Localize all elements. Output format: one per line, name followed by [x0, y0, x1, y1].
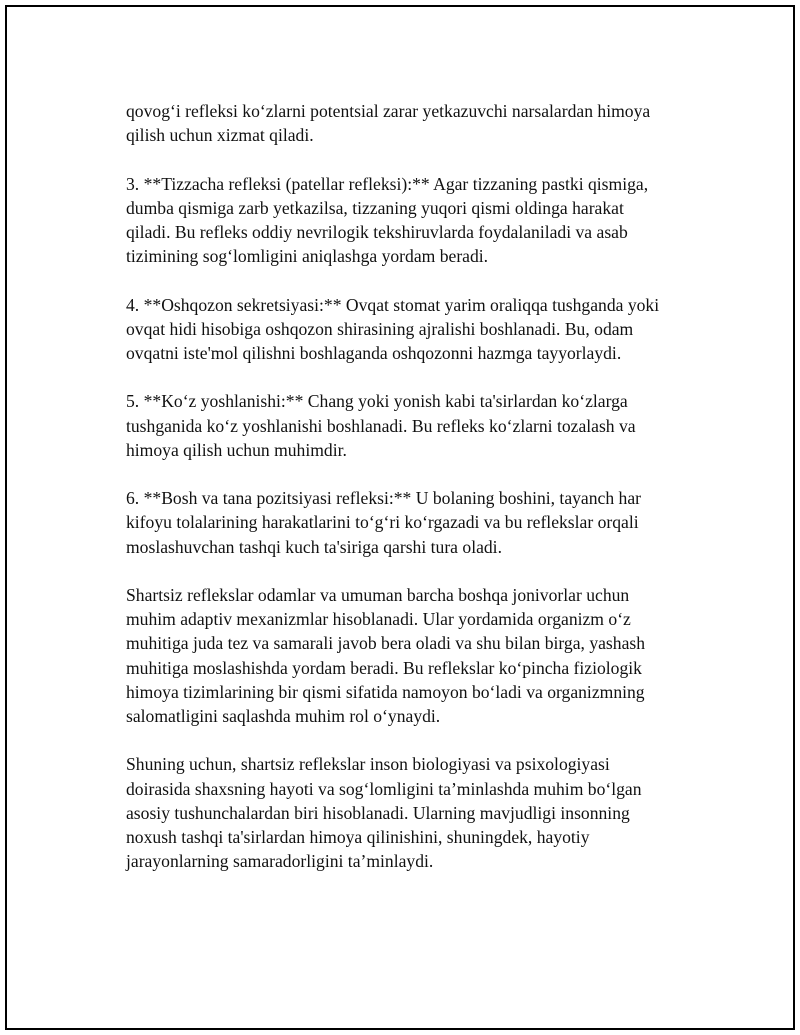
paragraph-conclusion: Shuning uchun, shartsiz reflekslar inson biologiyasi va psixologiyasi doirasida shaxsning hayoti va sog‘lomligini ta’minlashda muhim bo‘lgan asosiy tushunchalardan biri hisoblanadi. Ularning mavjudligi insonning noxush tashqi ta'sirlardan himoya qilinishini, shuningdek, hayotiy jarayonlarning samaradorligini ta’minlaydi.: [126, 754, 642, 872]
document-body: [126, 99, 726, 898]
page-frame: [5, 5, 795, 1030]
paragraph-patellar-reflex: 3. **Tizzacha refleksi (patellar refleksi):** Agar tizzaning pastki qismiga, dumba qismiga zarb yetkazilsa, tizzaning yuqori qismi oldinga harakat qiladi. Bu refleks oddiy nevrilogik tekshiruvlarda foydalaniladi va asab tizimining sog‘lomligini aniqlashga yordam beradi.: [126, 173, 649, 267]
paragraph-posture-reflex: 6. **Bosh va tana pozitsiyasi refleksi:** U bolaning boshini, tayanch har kifoyu tolalarining harakatlarini to‘g‘ri ko‘rgazadi va bu reflekslar orqali moslashuvchan tashqi kuch ta'siriga qarshi tura oladi.: [126, 488, 642, 557]
paragraph-adaptive-mechanisms: Shartsiz reflekslar odamlar va umuman barcha boshqa jonivorlar uchun muhim adaptiv mexanizmlar hisoblanadi. Ular yordamida organizm o‘z muhitiga juda tez va samarali javob bera oladi va shu bilan birga, yashash muhitiga moslashishda yordam beradi. Bu reflekslar ko‘pincha fiziologik himoya tizimlarining bir qismi sifatida namoyon bo‘ladi va organizmning salomatligini saqlashda muhim rol o‘ynaydi.: [126, 584, 646, 726]
paragraph-gastric-secretion: 4. **Oshqozon sekretsiyasi:** Ovqat stomat yarim oraliqqa tushganda yoki ovqat hidi hisobiga oshqozon shirasining ajralishi boshlanadi. Bu, odam ovqatni iste'mol qilishni boshlaganda oshqozonni hazmga tayyorlaydi.: [126, 294, 660, 363]
paragraph-eyelid-reflex-continuation: qovog‘i refleksi ko‘zlarni potentsial zarar yetkazuvchi narsalardan himoya qilish uchun xizmat qiladi.: [126, 101, 651, 146]
paragraph-tearing-reflex: 5. **Ko‘z yoshlanishi:** Chang yoki yonish kabi ta'sirlardan ko‘zlarga tushganida ko‘z yoshlanishi boshlanadi. Bu refleks ko‘zlarni tozalash va himoya qilish uchun muhimdir.: [126, 391, 636, 460]
